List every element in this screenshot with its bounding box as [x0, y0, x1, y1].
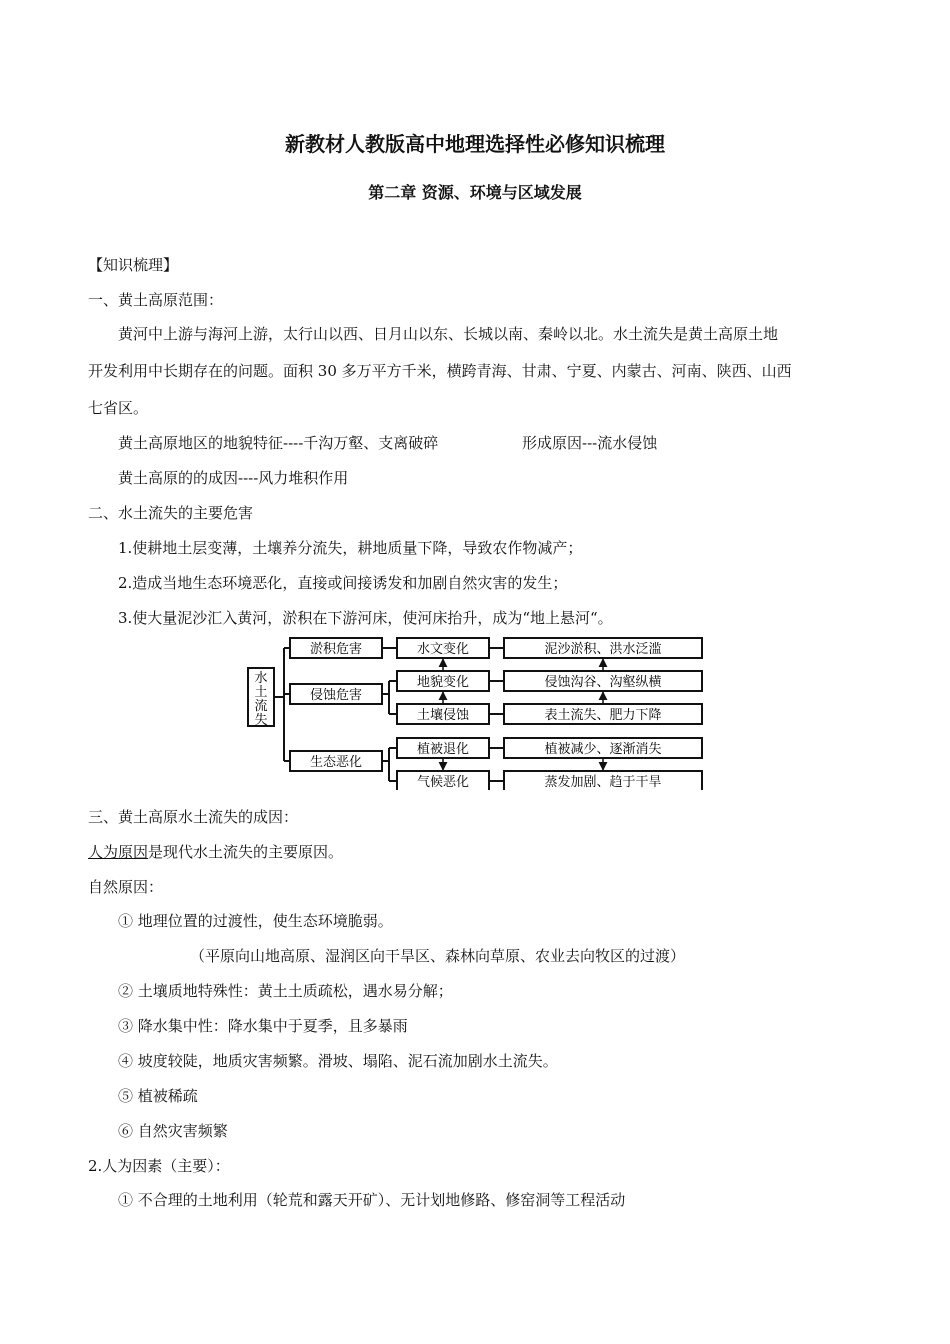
natural-cause-item: ⑤ 植被稀疏	[118, 1087, 198, 1105]
node-eco-degradation: 生态恶化	[309, 755, 363, 770]
node-silting-harm: 淤积危害	[309, 642, 363, 657]
natural-cause-title: 自然原因：	[88, 878, 164, 896]
soil-erosion-diagram	[244, 636, 706, 790]
node-erosion-harm: 侵蚀危害	[309, 688, 363, 703]
section-2-title: 二、水土流失的主要危害	[88, 504, 254, 522]
section-3-title: 三、黄土高原水土流失的成因：	[88, 808, 299, 826]
natural-cause-item: ④ 坡度较陡，地质灾害频繁。滑坡、塌陷、泥石流加剧水土流失。	[118, 1052, 558, 1070]
node-soil-erosion: 土壤侵蚀	[416, 708, 470, 723]
root-char: 失	[254, 713, 268, 728]
node-landform-change: 地貌变化	[416, 675, 470, 690]
list-item: 3.使大量泥沙汇入黄河，淤积在下游河床，使河床抬升，成为“地上悬河“。	[118, 609, 613, 627]
natural-cause-item: ⑥ 自然灾害频繁	[118, 1122, 228, 1140]
node-climate-change: 气候恶化	[416, 775, 470, 790]
human-factor-title: 2.人为因素（主要）：	[88, 1157, 230, 1175]
paragraph-line: 开发利用中长期存在的问题。面积 30 多万平方千米，横跨青海、甘肃、宁夏、内蒙古、河南、陕西、山西	[88, 362, 792, 380]
node-result: 表土流失、肥力下降	[544, 708, 662, 723]
human-cause-keyword: 人为原因	[88, 843, 149, 861]
natural-cause-note: （平原向山地高原、湿润区向干旱区、森林向草原、农业去向牧区的过渡）	[190, 947, 686, 965]
chapter-subtitle: 第二章 资源、环境与区域发展	[368, 183, 582, 202]
section-heading: 【知识梳理】	[88, 256, 179, 274]
root-char: 土	[254, 685, 268, 700]
node-result: 泥沙淤积、洪水泛滥	[544, 642, 662, 657]
root-char: 水	[254, 671, 268, 686]
paragraph-line: 七省区。	[88, 399, 149, 417]
human-factor-item: ① 不合理的土地利用（轮荒和露天开矿）、无计划地修路、修窑洞等工程活动	[118, 1191, 626, 1209]
node-result: 植被减少、逐渐消失	[544, 742, 662, 757]
landform-feature: 黄土高原地区的地貌特征----千沟万壑、支离破碎	[118, 434, 439, 452]
landform-cause: 形成原因---流水侵蚀	[522, 434, 658, 452]
page-title: 新教材人教版高中地理选择性必修知识梳理	[285, 132, 665, 156]
node-result: 侵蚀沟谷、沟壑纵横	[544, 675, 662, 690]
natural-cause-item: ② 土壤质地特殊性：黄土土质疏松，遇水易分解；	[118, 982, 453, 1000]
natural-cause-item: ③ 降水集中性：降水集中于夏季，且多暴雨	[118, 1017, 408, 1035]
paragraph-line: 黄河中上游与海河上游，太行山以西、日月山以东、长城以南、秦岭以北。水土流失是黄土高原土地	[118, 325, 779, 343]
human-cause-text: 是现代水土流失的主要原因。	[148, 843, 344, 861]
root-char: 流	[254, 699, 268, 714]
node-result: 蒸发加剧、趋于干旱	[544, 775, 662, 790]
node-vegetation-decline: 植被退化	[416, 742, 470, 757]
human-cause-line	[88, 842, 343, 862]
section-1-title: 一、黄土高原范围：	[88, 291, 224, 309]
formation-cause: 黄土高原的的成因----风力堆积作用	[118, 469, 349, 487]
list-item: 2.造成当地生态环境恶化，直接或间接诱发和加剧自然灾害的发生；	[118, 574, 568, 592]
list-item: 1.使耕地土层变薄，土壤养分流失，耕地质量下降，导致农作物减产；	[118, 539, 583, 557]
node-hydrology-change: 水文变化	[416, 642, 470, 657]
natural-cause-item: ① 地理位置的过渡性，使生态环境脆弱。	[118, 912, 393, 930]
